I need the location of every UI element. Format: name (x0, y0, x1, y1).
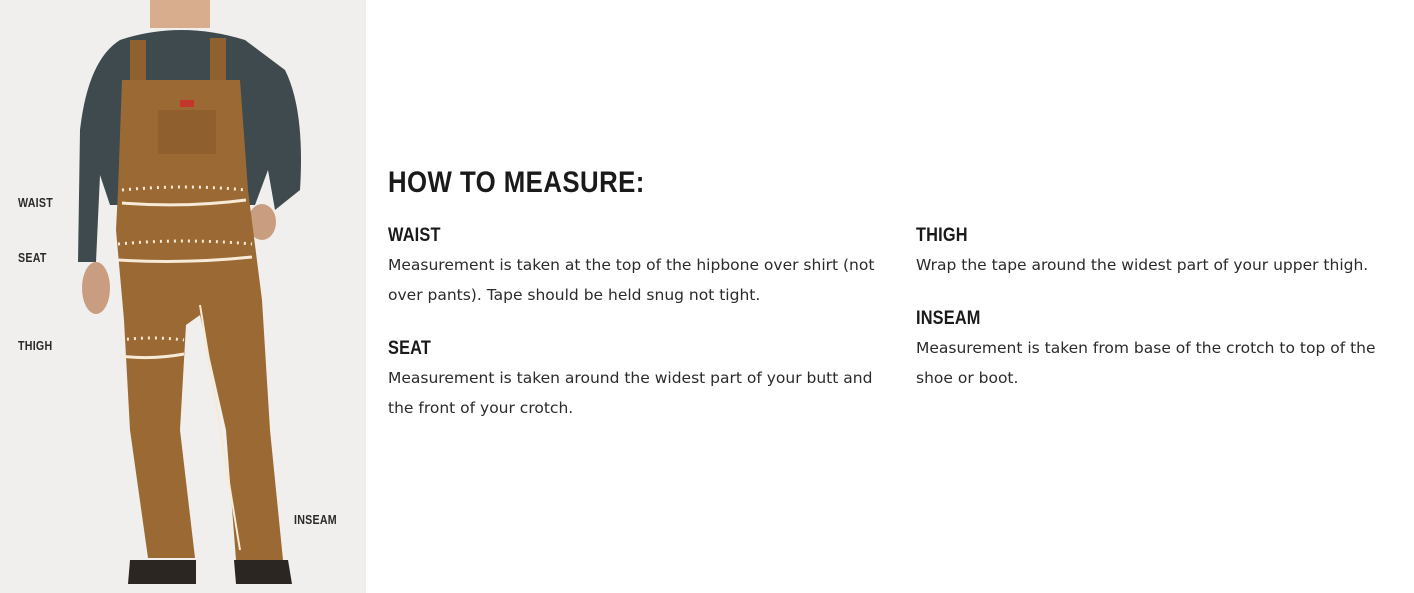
figure-label-thigh: THIGH (18, 338, 53, 353)
brand-patch (180, 100, 194, 107)
waist-title: WAIST (388, 225, 441, 246)
inseam-title: INSEAM (916, 308, 981, 329)
inseam-description: Measurement is taken from base of the crotch to top of the shoe or boot. (916, 339, 1376, 387)
right-shoe (234, 560, 292, 584)
thigh-section (916, 224, 1411, 280)
overalls-model-illustration (0, 0, 366, 593)
waist-description: Measurement is taken at the top of the hipbone over shirt (not over pants). Tape should be held snug not tight. (388, 256, 875, 304)
inseam-section (916, 307, 1411, 393)
seat-description: Measurement is taken around the widest part of your butt and the front of your crotch. (388, 369, 873, 417)
seat-title: SEAT (388, 338, 432, 359)
figure-label-waist: WAIST (18, 195, 53, 210)
left-shoe (128, 560, 196, 584)
page-title: HOW TO MEASURE: (388, 166, 645, 199)
figure-label-seat: SEAT (18, 250, 47, 265)
model-photo (0, 0, 366, 593)
seat-section (388, 337, 888, 423)
bib-pocket (158, 110, 216, 154)
model-neck (150, 0, 210, 28)
thigh-description: Wrap the tape around the widest part of your upper thigh. (916, 256, 1369, 274)
model-left-hand (82, 262, 110, 314)
figure-label-inseam: INSEAM (294, 512, 337, 527)
waist-section (388, 224, 888, 310)
thigh-title: THIGH (916, 225, 968, 246)
